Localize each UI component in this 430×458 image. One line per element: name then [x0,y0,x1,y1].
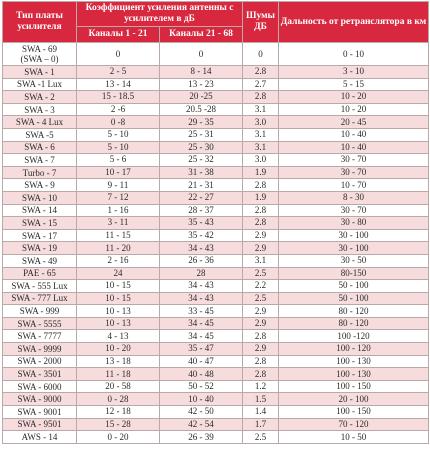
table-row [3,217,429,230]
cell-noise: 1.9 [243,191,279,204]
cell-range: 30 - 70 [279,204,429,217]
cell-noise: 2.8 [243,330,279,343]
cell-noise: 2.8 [243,179,279,192]
cell-channels-1-21: 5 - 10 [77,128,160,141]
cell-board-type [3,292,77,305]
cell-board-type [3,368,77,381]
table-row [3,355,429,368]
cell-range: 10 - 50 [279,431,429,444]
cell-channels-21-68: 26 - 39 [160,431,243,444]
cell-channels-1-21: 0 -8 [77,116,160,129]
header-noise: Шумы ДБ [243,2,279,43]
cell-board-type [3,280,77,293]
cell-channels-21-68: 50 - 52 [160,380,243,393]
cell-noise: 3.1 [243,254,279,267]
board-name: SWA - 5555 [17,318,62,329]
board-name: SWA - 9 [24,180,55,191]
table-row [3,393,429,406]
board-name: SWA - 3 [24,104,55,115]
table-row [3,103,429,116]
cell-range: 5 - 15 [279,78,429,91]
cell-channels-1-21: 2 - 5 [77,66,160,79]
table-row [3,78,429,91]
cell-range: 10 - 40 [279,141,429,154]
board-name: SWA - 555 Lux [11,280,68,291]
cell-board-type [3,154,77,167]
cell-range: 100 - 120 [279,343,429,356]
board-name: SWA - 6 [24,142,55,153]
cell-noise: 0 [243,43,279,66]
cell-board-type [3,128,77,141]
cell-noise: 2.9 [243,343,279,356]
cell-channels-21-68: 13 - 23 [160,78,243,91]
board-name: SWA - 69 [21,44,57,54]
cell-channels-1-21: 0 - 28 [77,393,160,406]
cell-channels-1-21: 10 - 13 [77,317,160,330]
cell-channels-21-68: 31 - 38 [160,166,243,179]
board-name: SWA - 3501 [17,369,62,380]
table-row [3,191,429,204]
cell-range: 30 - 100 [279,229,429,242]
cell-channels-21-68: 34 - 43 [160,292,243,305]
table-row [3,343,429,356]
cell-noise: 2.7 [243,78,279,91]
cell-channels-21-68: 20 -25 [160,91,243,104]
table-row [3,317,429,330]
cell-board-type [3,91,77,104]
cell-noise: 2.8 [243,355,279,368]
cell-noise: 2.9 [243,242,279,255]
cell-channels-21-68: 28 - 37 [160,204,243,217]
cell-channels-1-21: 10 - 15 [77,292,160,305]
cell-channels-1-21: 0 - 20 [77,431,160,444]
cell-channels-1-21: 13 - 14 [77,78,160,91]
cell-range: 20 - 45 [279,116,429,129]
cell-channels-1-21: 2 -6 [77,103,160,116]
cell-noise: 2.9 [243,317,279,330]
cell-channels-1-21: 10 - 20 [77,343,160,356]
cell-channels-1-21: 1 - 16 [77,204,160,217]
cell-channels-1-21: 11 - 18 [77,368,160,381]
header-range: Дальность от ретранслятора в км [279,2,429,43]
cell-channels-1-21: 5 - 6 [77,154,160,167]
cell-range: 80-150 [279,267,429,280]
cell-channels-1-21: 10 - 17 [77,166,160,179]
table-row [3,141,429,154]
cell-channels-1-21: 4 - 13 [77,330,160,343]
cell-channels-21-68: 34 - 45 [160,330,243,343]
table-row [3,166,429,179]
cell-board-type [3,242,77,255]
table-row [3,368,429,381]
cell-board-type [3,229,77,242]
cell-range: 10 - 20 [279,103,429,116]
cell-channels-1-21: 15 - 28 [77,418,160,431]
cell-channels-21-68: 20.5 -28 [160,103,243,116]
table-row [3,330,429,343]
cell-channels-21-68: 25 - 31 [160,128,243,141]
amplifier-table [2,1,429,444]
cell-noise: 2.5 [243,431,279,444]
cell-channels-1-21: 13 - 18 [77,355,160,368]
cell-channels-21-68: 10 - 40 [160,393,243,406]
table-row [3,204,429,217]
cell-channels-21-68: 29 - 35 [160,116,243,129]
cell-board-type [3,116,77,129]
cell-channels-21-68: 28 [160,267,243,280]
cell-board-type [3,343,77,356]
header-gain: Коэффициент усиления антенны с усилителем в дБ [77,2,243,27]
cell-range: 70 - 120 [279,418,429,431]
cell-channels-21-68: 34 - 45 [160,317,243,330]
cell-range: 50 - 100 [279,292,429,305]
header-board-type: Тип платы усилителя [3,2,77,43]
cell-range: 100 - 130 [279,368,429,381]
cell-board-type [3,204,77,217]
cell-board-type [3,254,77,267]
board-name-alt: (SWA – 0) [20,54,59,64]
cell-channels-1-21: 0 [77,43,160,66]
board-name: SWA - 15 [21,217,57,228]
board-name: SWA -5 [25,129,54,140]
cell-channels-21-68: 34 - 43 [160,280,243,293]
cell-noise: 2.8 [243,217,279,230]
cell-range: 30 - 50 [279,254,429,267]
header-channels-21-68: Каналы 21 - 68 [160,27,243,43]
cell-range: 100 -120 [279,330,429,343]
table-row [3,116,429,129]
cell-channels-1-21: 11 - 20 [77,242,160,255]
cell-channels-21-68: 22 - 27 [160,191,243,204]
cell-range: 10 - 20 [279,91,429,104]
table-row [3,267,429,280]
cell-channels-21-68: 21 - 31 [160,179,243,192]
cell-noise: 3.1 [243,128,279,141]
cell-channels-21-68: 33 - 45 [160,305,243,318]
cell-range: 10 - 70 [279,179,429,192]
cell-channels-21-68: 0 [160,43,243,66]
cell-board-type [3,355,77,368]
board-name: SWA - 19 [21,243,57,254]
board-name: PAE - 65 [23,268,56,279]
cell-board-type [3,406,77,419]
cell-channels-1-21: 7 - 12 [77,191,160,204]
cell-channels-21-68: 40 - 47 [160,355,243,368]
cell-noise: 1.7 [243,418,279,431]
cell-noise: 2.5 [243,267,279,280]
cell-channels-21-68: 25 - 32 [160,154,243,167]
cell-noise: 2.5 [243,292,279,305]
board-name: SWA - 6000 [17,381,62,392]
board-name: SWA - 1 [24,66,55,77]
table-row [3,280,429,293]
board-name: Turbo - 7 [22,167,57,178]
board-name: SWA - 4 Lux [15,117,64,128]
board-name: SWA - 2 [24,91,55,102]
table-row [3,229,429,242]
cell-channels-21-68: 26 - 36 [160,254,243,267]
cell-channels-1-21: 12 - 18 [77,406,160,419]
cell-range: 30 - 70 [279,166,429,179]
cell-noise: 3.1 [243,103,279,116]
cell-channels-1-21: 3 - 11 [77,217,160,230]
cell-channels-21-68: 8 - 14 [160,66,243,79]
cell-channels-21-68: 42 - 50 [160,406,243,419]
cell-board-type [3,418,77,431]
board-name: SWA - 2000 [17,356,62,367]
cell-channels-1-21: 10 - 13 [77,305,160,318]
cell-range: 0 - 10 [279,43,429,66]
table-row [3,305,429,318]
cell-channels-21-68: 34 - 43 [160,242,243,255]
table-row [3,292,429,305]
cell-range: 80 - 120 [279,317,429,330]
cell-range: 30 - 70 [279,154,429,167]
cell-board-type [3,217,77,230]
cell-range: 3 - 10 [279,66,429,79]
cell-range: 100 - 150 [279,406,429,419]
cell-board-type [3,179,77,192]
cell-channels-21-68: 35 - 43 [160,217,243,230]
cell-noise: 1.9 [243,166,279,179]
cell-noise: 2.9 [243,229,279,242]
cell-board-type [3,380,77,393]
table-row [3,66,429,79]
cell-board-type [3,305,77,318]
cell-board-type [3,141,77,154]
cell-channels-21-68: 35 - 42 [160,229,243,242]
board-name: SWA - 9001 [17,406,62,417]
board-name: SWA - 9999 [17,343,62,354]
cell-channels-1-21: 9 - 11 [77,179,160,192]
board-name: SWA -1 Lux [17,79,62,90]
cell-channels-21-68: 25 - 30 [160,141,243,154]
table-row [3,242,429,255]
cell-board-type [3,393,77,406]
cell-channels-1-21: 24 [77,267,160,280]
cell-noise: 2.8 [243,368,279,381]
cell-channels-1-21: 10 - 15 [77,280,160,293]
board-name: SWA - 17 [21,230,57,241]
cell-board-type [3,66,77,79]
cell-board-type [3,103,77,116]
cell-board-type [3,191,77,204]
cell-range: 30 - 80 [279,217,429,230]
table-row [3,431,429,444]
table-row [3,254,429,267]
board-name: SWA - 9000 [17,394,62,405]
cell-board-type [3,166,77,179]
cell-board-type [3,330,77,343]
board-name: SWA - 999 [19,306,60,317]
table-row [3,418,429,431]
table-row [3,43,429,66]
cell-noise: 2.8 [243,66,279,79]
table-row [3,128,429,141]
cell-noise: 1.5 [243,393,279,406]
board-name: SWA - 777 Lux [11,293,68,304]
cell-channels-1-21: 2 - 16 [77,254,160,267]
cell-noise: 3.0 [243,154,279,167]
table-row [3,154,429,167]
cell-channels-21-68: 35 - 47 [160,343,243,356]
cell-noise: 2.8 [243,204,279,217]
cell-range: 8 - 30 [279,191,429,204]
cell-channels-1-21: 11 - 15 [77,229,160,242]
board-name: SWA - 14 [21,205,57,216]
cell-noise: 2.2 [243,280,279,293]
table-body [3,43,429,444]
cell-range: 100 - 150 [279,380,429,393]
board-name: AWS - 14 [21,432,58,443]
cell-board-type [3,431,77,444]
cell-range: 10 - 40 [279,128,429,141]
board-name: SWA - 7777 [17,331,62,342]
cell-board-type [3,43,77,66]
board-name: SWA - 9501 [17,419,62,430]
cell-channels-1-21: 15 - 18.5 [77,91,160,104]
cell-channels-1-21: 20 - 58 [77,380,160,393]
cell-board-type [3,267,77,280]
table-row [3,179,429,192]
cell-board-type [3,78,77,91]
cell-range: 20 - 100 [279,393,429,406]
cell-channels-21-68: 42 - 54 [160,418,243,431]
table-row [3,91,429,104]
cell-range: 50 - 100 [279,280,429,293]
cell-range: 100 - 130 [279,355,429,368]
cell-board-type [3,317,77,330]
cell-noise: 3.0 [243,116,279,129]
table-row [3,380,429,393]
cell-noise: 2.8 [243,91,279,104]
board-name: SWA - 10 [21,192,57,203]
cell-noise: 1.2 [243,380,279,393]
board-name: SWA - 7 [24,154,55,165]
cell-noise: 1.4 [243,406,279,419]
cell-channels-21-68: 40 - 48 [160,368,243,381]
cell-range: 30 - 100 [279,242,429,255]
table-row [3,406,429,419]
header-channels-1-21: Каналы 1 - 21 [77,27,160,43]
board-name: SWA - 49 [21,255,57,266]
cell-channels-1-21: 5 - 10 [77,141,160,154]
table-header [3,2,429,43]
cell-range: 80 - 120 [279,305,429,318]
cell-noise: 2.9 [243,305,279,318]
cell-noise: 3.1 [243,141,279,154]
